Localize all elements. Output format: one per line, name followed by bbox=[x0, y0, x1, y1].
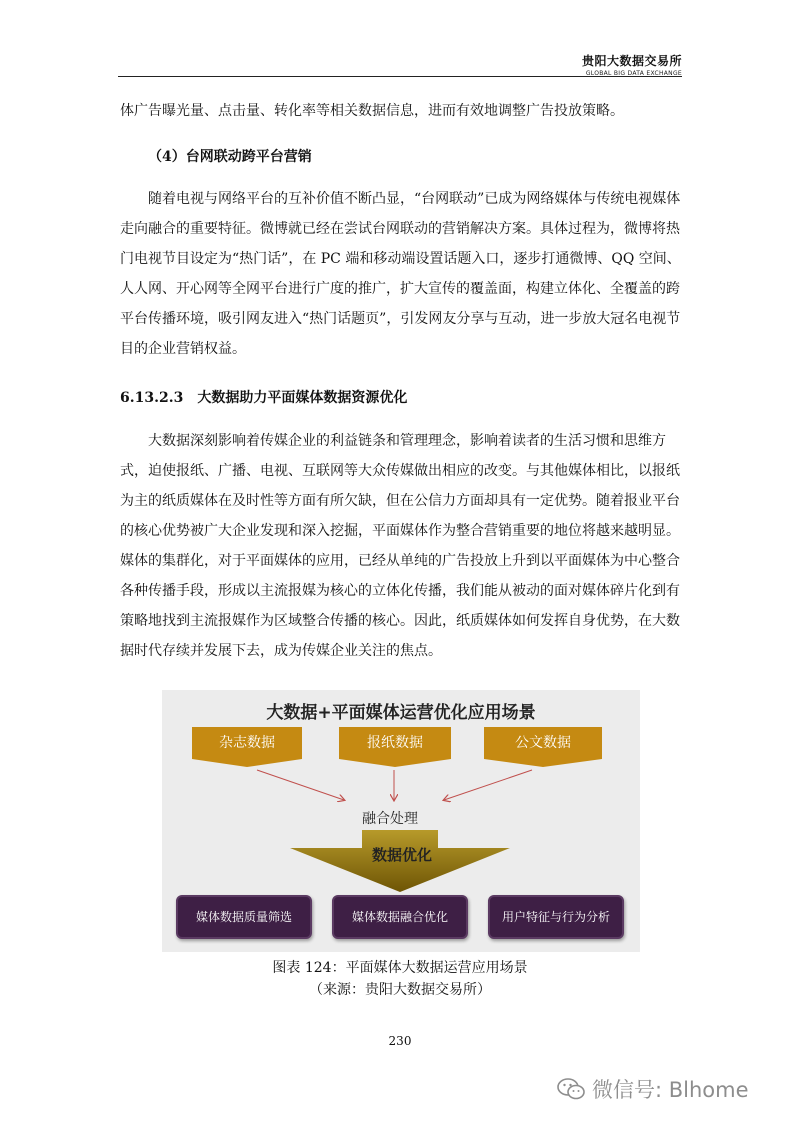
figure-caption: 图表 124：平面媒体大数据运营应用场景 bbox=[272, 960, 528, 976]
source-label: 公文数据 bbox=[515, 735, 571, 751]
merge-arrows bbox=[162, 690, 640, 820]
optimize-label: 数据优化 bbox=[371, 846, 432, 864]
source-label: 报纸数据 bbox=[367, 735, 423, 751]
header-rule bbox=[118, 76, 682, 77]
section-heading: 6.13.2.3 大数据助力平面媒体数据资源优化 bbox=[120, 390, 408, 406]
watermark-text: 微信号: Blhome bbox=[592, 1078, 749, 1102]
app-box-quality: 媒体数据质量筛选 bbox=[176, 895, 312, 939]
intro-line: 体广告曝光量、点击量、转化率等相关数据信息，进而有效地调整广告投放策略。 bbox=[120, 103, 624, 119]
diagram-title: 大数据+平面媒体运营优化应用场景 bbox=[266, 703, 536, 723]
header-brand bbox=[582, 52, 682, 77]
section4-heading: （4）台网联动跨平台营销 bbox=[148, 149, 312, 165]
figure-source: （来源：贵阳大数据交易所） bbox=[309, 982, 491, 998]
diagram-figure bbox=[162, 690, 640, 952]
source-label: 杂志数据 bbox=[219, 735, 275, 751]
section4-paragraph: 随着电视与网络平台的互补价值不断凸显，“台网联动”已成为网络媒体与传统电视媒体走向融合的重要特征。微博就已经在尝试台网联动的营销解决方案。具体过程为，微博将热门电视节目设定为“热门话”，在 PC 端和移动端设置话题入口，逐步打通微博、QQ 空间、人人网、开心网等全网平台进行广度的推广，扩大宣传的覆盖面，构建立体化、全覆盖的跨平台传播环境，吸引网友进入“热门话题页”，引发网友分享与互动，进一步放大冠名电视节目的企业营销权益。 bbox=[120, 191, 681, 357]
wechat-icon bbox=[556, 1076, 586, 1102]
app-box-fusion: 媒体数据融合优化 bbox=[332, 895, 468, 939]
brand-name-en: GLOBAL BIG DATA EXCHANGE bbox=[585, 70, 682, 77]
section-paragraph: 大数据深刻影响着传媒企业的利益链条和管理理念，影响着读者的生活习惯和思维方式，迫使报纸、广播、电视、互联网等大众传媒做出相应的改变。与其他媒体相比，以报纸为主的纸质媒体在及时性等方面有所欠缺，但在公信力方面却具有一定优势。随着报业平台的核心优势被广大企业发现和深入挖掘，平面媒体作为整合营销重要的地位将越来越明显。媒体的集群化，对于平面媒体的应用，已经从单纯的广告投放上升到以平面媒体为中心整合各种传播手段，形成以主流报媒为核心的立体化传播，我们能从被动的面对媒体碎片化到有策略地找到主流报媒作为区域整合传播的核心。因此，纸质媒体如何发挥自身优势，在大数据时代存续并发展下去，成为传媒企业关注的焦点。 bbox=[120, 433, 680, 659]
app-box-user: 用户特征与行为分析 bbox=[488, 895, 624, 939]
watermark bbox=[556, 1074, 749, 1104]
page-number: 230 bbox=[388, 1034, 412, 1048]
brand-name-cn: 贵阳大数据交易所 bbox=[581, 54, 682, 68]
merge-label: 融合处理 bbox=[362, 811, 418, 827]
